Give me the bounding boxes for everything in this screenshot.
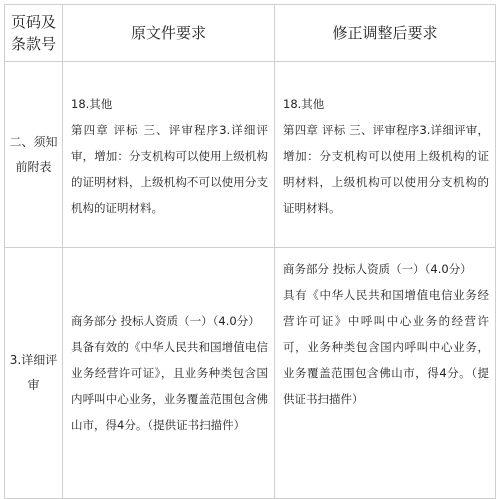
row-label: 3.详细评审	[9, 353, 58, 392]
header-clause-number-text: 页码及条款号	[10, 13, 56, 53]
row-label: 二、须知前附表	[9, 134, 58, 174]
original-heading: 商务部分 投标人资质（一）（4.0分）	[71, 314, 260, 328]
revised-text: 第四章 评标 三、评审程序3.详细评审，增加：分支机构可以使用上级机构的证明材料，上级机构可以使用分支机构的证明材料。	[283, 122, 489, 215]
revised-requirement-cell	[275, 248, 496, 499]
amendment-table	[4, 4, 496, 499]
row-label-cell	[5, 248, 63, 499]
header-original-requirement	[63, 5, 275, 62]
original-requirement-cell	[63, 62, 275, 248]
revised-heading: 18.其他	[283, 96, 325, 111]
header-clause-number	[5, 5, 63, 62]
original-text: 第四章 评标 三、评审程序3.详细评审，增加：分支机构可以使用上级机构的证明材料，上级机构不可以使用分支机构的证明材料。	[71, 122, 268, 215]
table-row	[5, 248, 496, 499]
row-label-cell	[5, 62, 63, 248]
original-requirement-cell	[63, 248, 275, 499]
table-row	[5, 62, 496, 248]
original-text: 具备有效的《中华人民共和国增值电信业务经营许可证》，且业务种类包含国内呼叫中心业务，业务覆盖范围包含佛山市，得4分。（提供证书扫描件）	[71, 340, 268, 432]
revised-heading: 商务部分 投标人资质（一）（4.0分）	[283, 262, 472, 276]
header-revised-requirement-text: 修正调整后要求	[332, 24, 438, 42]
header-original-requirement-text: 原文件要求	[130, 24, 206, 42]
revised-text: 具有《中华人民共和国增值电信业务经营许可证》中呼叫中心业务的经营许可，业务种类包含国内呼叫中心业务，业务覆盖范围包含佛山市，得4分。（提供证书扫描件）	[283, 288, 489, 406]
original-heading: 18.其他	[71, 96, 113, 111]
revised-requirement-cell	[275, 62, 496, 248]
header-revised-requirement	[275, 5, 496, 62]
table-header-row	[5, 5, 496, 62]
